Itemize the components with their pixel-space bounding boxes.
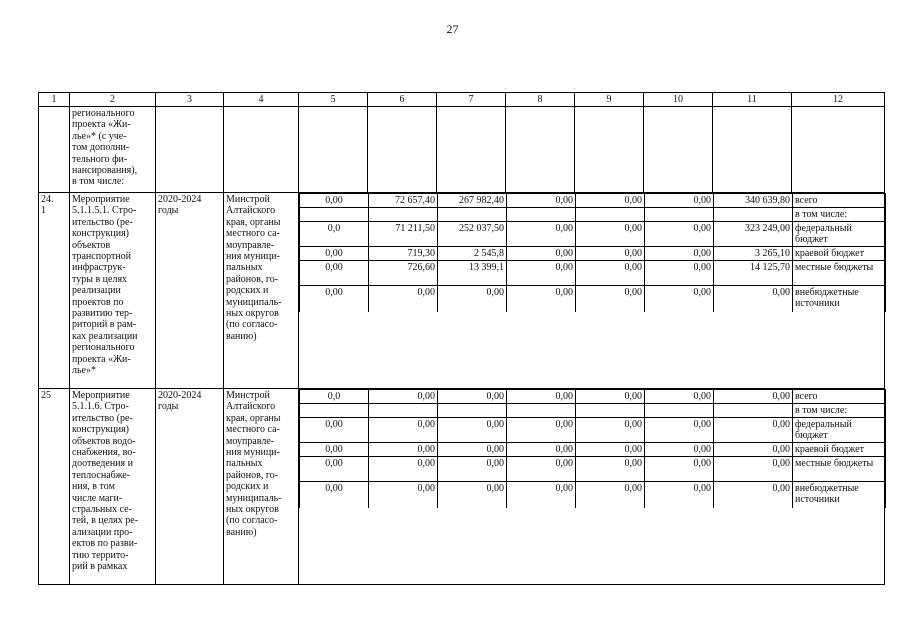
value-cell: 0,00 [369, 418, 438, 443]
name-line: рий в рамках [72, 561, 128, 573]
value-cell: 0,00 [300, 482, 369, 508]
program-table [38, 92, 885, 585]
financing-cell [299, 193, 885, 389]
name-line: ния, в том [72, 481, 115, 493]
empty-cell [437, 107, 506, 193]
name-line: туры в целях [72, 273, 128, 285]
empty-cell [575, 107, 644, 193]
name-line: транспортной [72, 251, 132, 263]
executor-line: муниципаль- [226, 492, 282, 504]
source-label: федеральный бюджет [793, 222, 886, 247]
source-label: краевой бюджет [793, 247, 886, 261]
header-cell: 6 [368, 93, 437, 107]
value-cell: 0,00 [507, 457, 576, 482]
header-cell: 2 [70, 93, 156, 107]
executor-line: ванию) [226, 526, 257, 538]
value-cell: 267 982,40 [438, 194, 507, 208]
value-cell: 0,00 [576, 390, 645, 404]
value-cell [714, 208, 793, 222]
value-cell: 0,00 [300, 443, 369, 457]
header-cell: 4 [224, 93, 299, 107]
financing-row [300, 418, 886, 443]
value-cell: 0,00 [507, 443, 576, 457]
name-line: числе маги- [72, 492, 123, 504]
executor-cell [224, 107, 299, 193]
name-line: тей, в целях ре- [72, 515, 139, 527]
source-label: всего [793, 390, 886, 404]
value-cell: 0,00 [576, 194, 645, 208]
row-number: 25 [41, 390, 51, 401]
financing-row [300, 208, 886, 222]
executor-line: Алтайского [226, 401, 276, 413]
financing-row [300, 286, 886, 312]
source-label: всего [793, 194, 886, 208]
value-cell: 0,00 [300, 418, 369, 443]
value-cell: 0,00 [576, 286, 645, 312]
value-cell: 0,00 [369, 286, 438, 312]
financing-row [300, 390, 886, 404]
executor-line: ния муници- [226, 447, 280, 459]
executor-line: Алтайского [226, 205, 276, 217]
row-number-cell [39, 193, 70, 389]
name-line: Мероприятие [72, 390, 130, 401]
empty-cell [299, 107, 368, 193]
value-cell: 0,00 [438, 457, 507, 482]
value-cell: 0,00 [645, 457, 714, 482]
value-cell: 0,00 [369, 482, 438, 508]
executor-line: моуправле- [226, 435, 275, 447]
value-cell: 0,00 [507, 390, 576, 404]
header-cell: 10 [644, 93, 713, 107]
financing-table [299, 193, 886, 312]
executor-line: пальных [226, 458, 263, 470]
name-line: развитию тер- [72, 308, 133, 320]
value-cell [507, 208, 576, 222]
name-line: 5.1.1.5.1. Стро- [72, 205, 137, 217]
financing-row [300, 457, 886, 482]
name-line: проекта «Жи- [72, 119, 131, 131]
value-cell: 0,00 [438, 443, 507, 457]
period-line: 2020-2024 [158, 194, 202, 205]
value-cell: 0,00 [507, 286, 576, 312]
source-label: местные бюджеты [793, 261, 886, 286]
value-cell: 0,00 [645, 222, 714, 247]
name-line: тию террито- [72, 549, 129, 561]
value-cell: 0,00 [714, 418, 793, 443]
value-cell: 72 657,40 [369, 194, 438, 208]
name-line: регионального [72, 342, 135, 354]
name-line: 5.1.1.6. Стро- [72, 401, 129, 413]
value-cell [645, 208, 714, 222]
source-label: местные бюджеты [793, 457, 886, 482]
value-cell: 0,00 [300, 457, 369, 482]
value-cell: 0,00 [645, 194, 714, 208]
value-cell [576, 404, 645, 418]
executor-line: местного са- [226, 424, 280, 436]
executor-line: родских и [226, 285, 269, 297]
value-cell: 0,0 [300, 222, 369, 247]
executor-line: муниципаль- [226, 296, 282, 308]
name-line: объектов водо- [72, 435, 136, 447]
value-cell: 0,00 [645, 390, 714, 404]
header-cell: 7 [437, 93, 506, 107]
financing-cell [299, 389, 885, 585]
value-cell: 0,00 [438, 482, 507, 508]
executor-line: (по согласо- [226, 319, 278, 331]
period-cell [156, 389, 224, 585]
row-number: 1 [41, 205, 46, 217]
executor-line: края, органы [226, 412, 281, 424]
executor-line: ния муници- [226, 251, 280, 263]
value-cell: 0,00 [714, 457, 793, 482]
value-cell: 0,00 [645, 247, 714, 261]
value-cell: 0,00 [369, 457, 438, 482]
value-cell: 0,00 [645, 261, 714, 286]
executor-line: Минстрой [226, 194, 270, 205]
name-line: доотведения и [72, 458, 133, 470]
name-line: ительство (ре- [72, 412, 133, 424]
financing-row [300, 404, 886, 418]
financing-row [300, 261, 886, 286]
period-cell [156, 193, 224, 389]
value-cell: 0,00 [507, 194, 576, 208]
executor-line: районов, го- [226, 273, 279, 285]
value-cell: 0,00 [507, 418, 576, 443]
empty-cell [368, 107, 437, 193]
name-line: в том числе: [72, 176, 125, 188]
header-cell: 12 [792, 93, 885, 107]
value-cell [645, 404, 714, 418]
executor-line: края, органы [226, 216, 281, 228]
value-cell: 0,00 [576, 247, 645, 261]
header-row [39, 93, 885, 107]
value-cell [714, 404, 793, 418]
value-cell: 71 211,50 [369, 222, 438, 247]
name-line: инфраструк- [72, 262, 126, 274]
value-cell: 0,0 [300, 390, 369, 404]
value-cell: 0,00 [714, 286, 793, 312]
value-cell: 14 125,70 [714, 261, 793, 286]
value-cell: 0,00 [576, 457, 645, 482]
executor-line: ванию) [226, 330, 257, 342]
executor-line: ных округов [226, 504, 279, 516]
financing-row [300, 443, 886, 457]
empty-cell [644, 107, 713, 193]
name-line: проекта «Жи- [72, 353, 131, 365]
source-label: в том числе: [793, 208, 886, 222]
value-cell [369, 208, 438, 222]
executor-line: пальных [226, 262, 263, 274]
name-line: том дополни- [72, 142, 130, 154]
executor-line: Минстрой [226, 390, 270, 401]
value-cell: 13 399,1 [438, 261, 507, 286]
value-cell [507, 404, 576, 418]
value-cell: 0,00 [300, 247, 369, 261]
name-line: реализации [72, 285, 121, 297]
value-cell: 0,00 [576, 482, 645, 508]
executor-line: родских и [226, 481, 269, 493]
value-cell: 0,00 [576, 418, 645, 443]
value-cell: 0,00 [645, 443, 714, 457]
source-label: федеральный бюджет [793, 418, 886, 443]
source-label: внебюджетные источники [793, 286, 886, 312]
value-cell: 0,00 [369, 390, 438, 404]
name-line: лье»* (с уче- [72, 130, 127, 142]
value-cell [438, 208, 507, 222]
value-cell: 0,00 [369, 443, 438, 457]
financing-row [300, 222, 886, 247]
value-cell: 2 545,8 [438, 247, 507, 261]
value-cell: 726,60 [369, 261, 438, 286]
name-line: конструкция) [72, 424, 129, 436]
value-cell: 0,00 [645, 418, 714, 443]
period-line: 2020-2024 [158, 390, 202, 401]
value-cell: 0,00 [300, 194, 369, 208]
value-cell [369, 404, 438, 418]
name-line: проектов по [72, 296, 124, 308]
name-line: лье»* [72, 365, 96, 377]
financing-row [300, 194, 886, 208]
value-cell: 323 249,00 [714, 222, 793, 247]
value-cell: 0,00 [507, 222, 576, 247]
executor-line: ных округов [226, 308, 279, 320]
name-line: ектов по разви- [72, 538, 138, 550]
row-number: 24. [41, 194, 54, 205]
value-cell: 0,00 [576, 222, 645, 247]
period-line: годы [158, 205, 179, 217]
name-line: нансирования), [72, 165, 138, 177]
value-cell: 0,00 [645, 482, 714, 508]
value-cell: 0,00 [714, 390, 793, 404]
executor-line: (по согласо- [226, 515, 278, 527]
header-cell: 8 [506, 93, 575, 107]
header-cell: 1 [39, 93, 70, 107]
executor-cell [224, 193, 299, 389]
name-line: Мероприятие [72, 194, 130, 205]
value-cell: 719,30 [369, 247, 438, 261]
financing-table [299, 389, 886, 508]
header-cell: 11 [713, 93, 792, 107]
name-line: тельного фи- [72, 153, 128, 165]
header-cell: 9 [575, 93, 644, 107]
source-label: краевой бюджет [793, 443, 886, 457]
value-cell: 0,00 [438, 418, 507, 443]
value-cell: 0,00 [300, 261, 369, 286]
executor-cell [224, 389, 299, 585]
name-line: риторий в рам- [72, 319, 137, 331]
value-cell: 0,00 [714, 443, 793, 457]
header-cell: 5 [299, 93, 368, 107]
value-cell: 0,00 [438, 286, 507, 312]
value-cell: 0,00 [507, 261, 576, 286]
value-cell: 0,00 [507, 482, 576, 508]
name-line: ительство (ре- [72, 216, 133, 228]
value-cell: 0,00 [507, 247, 576, 261]
page-number: 27 [446, 22, 459, 36]
empty-cell [506, 107, 575, 193]
name-line: ализации про- [72, 526, 133, 538]
value-cell: 0,00 [438, 390, 507, 404]
executor-line: моуправле- [226, 239, 275, 251]
value-cell: 0,00 [645, 286, 714, 312]
period-cell [156, 107, 224, 193]
value-cell: 252 037,50 [438, 222, 507, 247]
measure-row [39, 193, 885, 389]
name-cell [70, 107, 156, 193]
empty-cell [713, 107, 792, 193]
value-cell: 3 265,10 [714, 247, 793, 261]
period-line: годы [158, 401, 179, 413]
source-label: внебюджетные источники [793, 482, 886, 508]
name-line: регионального [72, 108, 135, 119]
financing-row [300, 247, 886, 261]
source-label: в том числе: [793, 404, 886, 418]
value-cell: 0,00 [714, 482, 793, 508]
name-line: теплоснабже- [72, 469, 131, 481]
name-line: стральных се- [72, 504, 132, 516]
executor-line: районов, го- [226, 469, 279, 481]
name-line: конструкция) [72, 228, 129, 240]
measure-row [39, 389, 885, 585]
value-cell: 0,00 [576, 443, 645, 457]
name-cell [70, 389, 156, 585]
value-cell: 0,00 [576, 261, 645, 286]
name-cell [70, 193, 156, 389]
financing-row [300, 482, 886, 508]
value-cell [438, 404, 507, 418]
value-cell [300, 404, 369, 418]
row-number-cell [39, 107, 70, 193]
value-cell: 340 639,80 [714, 194, 793, 208]
value-cell [576, 208, 645, 222]
name-line: ках реализации [72, 330, 138, 342]
executor-line: местного са- [226, 228, 280, 240]
header-cell: 3 [156, 93, 224, 107]
value-cell [300, 208, 369, 222]
value-cell: 0,00 [300, 286, 369, 312]
name-line: объектов [72, 239, 111, 251]
empty-cell [792, 107, 885, 193]
row-number-cell [39, 389, 70, 585]
continuation-row [39, 107, 885, 193]
name-line: снабжения, во- [72, 447, 136, 459]
